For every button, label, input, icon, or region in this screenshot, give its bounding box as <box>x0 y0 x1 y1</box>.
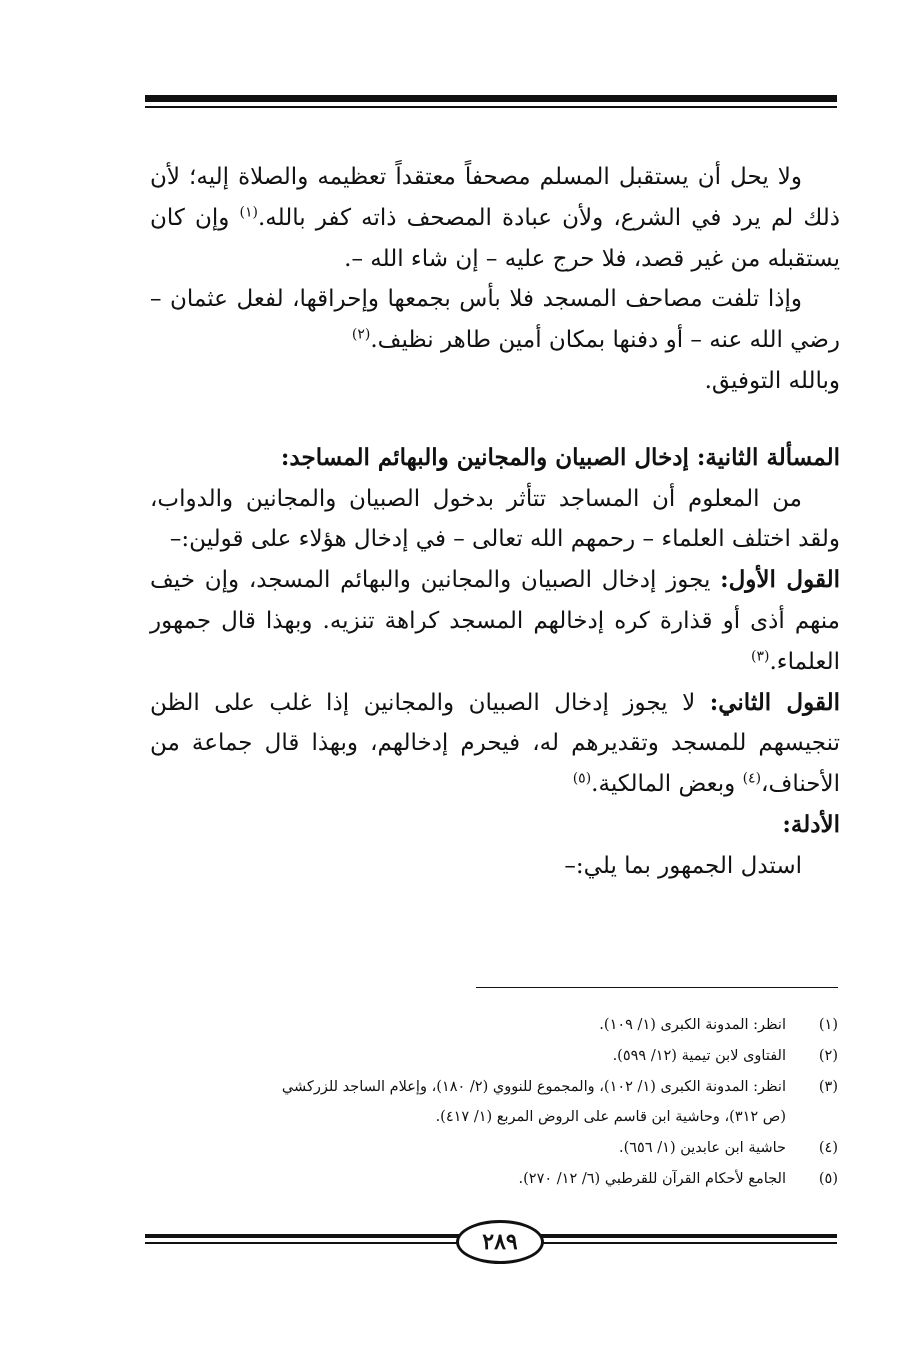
paragraph-2-text: وإذا تلفت مصاحف المسجد فلا بأس بجمعها وإحراقها، لفعل عثمان –رضي الله عنه – أو دفنها بمكان أمين طاهر نظيف. <box>150 286 840 354</box>
footnote-ref-3[interactable]: (٣) <box>750 648 770 665</box>
paragraph-2 <box>150 279 840 361</box>
footnote-text: الجامع لأحكام القرآن للقرطبي (٦/ ١٢/ ٢٧٠). <box>518 1170 786 1187</box>
footnote-text: الفتاوى لابن تيمية (١٢/ ٥٩٩). <box>612 1047 786 1064</box>
footnote-3-continuation: (ص ٣١٢)، وحاشية ابن قاسم على الروض المربع (١/ ٤١٧). <box>435 1109 786 1126</box>
footnote-ref-2[interactable]: (٢) <box>351 326 371 343</box>
paragraph-1-continuation: وإن كان يستقبله من غير قصد، فلا حرج عليه – إن شاء الله –. <box>150 204 840 272</box>
paragraph-4: من المعلوم أن المساجد تتأثر بدخول الصبيان والمجانين والدواب، ولقد اختلف العلماء – رحمهم الله تعالى – في إدخال هؤلاء على قولين:– <box>150 485 840 553</box>
footnote-2 <box>150 1041 838 1072</box>
footnote-separator <box>476 987 838 988</box>
footnote-1 <box>150 1010 838 1041</box>
header-rule-thin <box>145 106 837 108</box>
footnote-text: انظر: المدونة الكبرى (١/ ١٠٢)، والمجموع للنووي (٢/ ١٨٠)، وإعلام الساجد للزركشي <box>281 1078 786 1095</box>
footnote-text: انظر: المدونة الكبرى (١/ ١٠٩). <box>599 1017 786 1033</box>
footnote-number: (٤) <box>818 1140 838 1157</box>
footnote-number: (٣) <box>818 1078 838 1095</box>
opinion-2-text: لا يجوز إدخال الصبيان والمجانين إذا غلب على الظن تنجيسهم للمسجد وتقديرهم له، فيحرم إدخالهم، وبهذا قال جماعة من الأحناف، <box>150 689 840 798</box>
opinion-1-text: يجوز إدخال الصبيان والمجانين والبهائم المسجد، وإن خيف منهم أذى أو قذارة كره إدخالهم المسجد كراهة تنزيه. وبهذا قال جمهور العلماء. <box>150 567 840 675</box>
opinion-1-label: القول الأول: <box>720 566 840 594</box>
footnote-ref-1[interactable]: (١) <box>239 204 258 221</box>
footnote-number: (٢) <box>818 1047 838 1064</box>
opinion-2 <box>150 683 840 805</box>
footnote-5 <box>150 1164 838 1195</box>
footnote-4 <box>150 1133 838 1164</box>
page-number: ٢٨٩ <box>456 1220 544 1264</box>
opinion-2-label: القول الثاني: <box>709 688 840 716</box>
footnote-text: حاشية ابن عابدين (١/ ٦٥٦). <box>618 1140 786 1157</box>
opinion-1 <box>150 560 840 682</box>
evidence-heading: الأدلة: <box>782 810 840 838</box>
footnote-3 <box>150 1072 838 1103</box>
header-rule-thick <box>145 95 837 102</box>
footnote-number: (٥) <box>818 1170 838 1187</box>
footnote-number: (١) <box>818 1017 838 1033</box>
evidence-intro: استدل الجمهور بما يلي:– <box>564 852 802 879</box>
paragraph-1-text: ولا يحل أن يستقبل المسلم مصحفاً معتقداً تعظيمه والصلاة إليه؛ لأن ذلك لم يرد في الشرع، ولأن عبادة المصحف ذاته كفر بالله. <box>150 164 841 231</box>
section-gap <box>150 402 840 438</box>
footnote-ref-4[interactable]: (٤) <box>742 770 762 787</box>
paragraph-3: وبالله التوفيق. <box>704 367 840 394</box>
paragraph-1 <box>150 157 840 279</box>
opinion-2-text-end: وبعض المالكية. <box>591 771 743 798</box>
footnotes <box>150 1010 838 1195</box>
section-heading: المسألة الثانية: إدخال الصبيان والمجانين والبهائم المساجد: <box>280 443 840 471</box>
footnote-ref-5[interactable]: (٥) <box>572 770 592 787</box>
main-text <box>150 157 840 887</box>
